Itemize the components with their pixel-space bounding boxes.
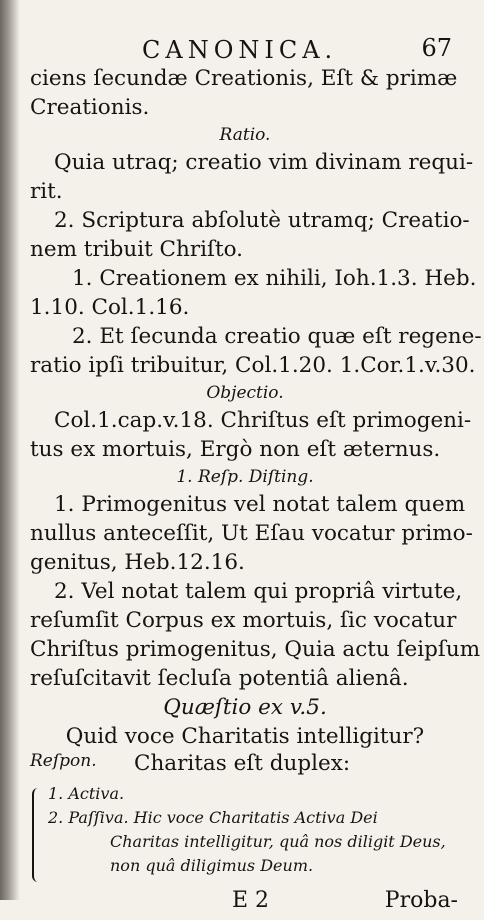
text-line: ciens ſecundæ Creationis, Eſt & primæ — [30, 66, 458, 91]
text-line: 2. Scriptura abſolutè utramq; Creatio- — [54, 208, 470, 233]
brace-list — [30, 782, 460, 878]
text-line: nem tribuit Chriſto. — [30, 237, 243, 262]
text-line: Col.1.cap.v.18. Chriſtus eſt primogeni- — [54, 408, 472, 433]
brace-item: 2. Paſſiva. Hic voce Charitatis Activa Dei — [48, 808, 378, 827]
curly-brace — [32, 788, 44, 882]
book-page — [30, 26, 482, 913]
text-line: 2. Vel notat talem qui propriâ virtute, — [54, 579, 463, 604]
brace-item: non quâ diligimus Deum. — [110, 856, 314, 875]
text-line: Creationis. — [30, 95, 150, 120]
text-line: Quia utraq; creatio vim divinam requi- — [54, 150, 474, 175]
text-line: reſumſit Corpus ex mortuis, ſic vocatur — [30, 608, 457, 633]
section-heading-quaestio: Quæſtio ex v.5. — [163, 695, 327, 720]
brace-item: 1. Activa. — [48, 784, 125, 803]
section-heading-objectio: Objectio. — [206, 383, 284, 403]
text-line: nullus anteceſſit, Ut Eſau vocatur primo- — [30, 521, 473, 546]
text-line: reſuſcitavit ſecluſa potentiâ alienâ. — [30, 666, 409, 691]
text-line: genitus, Heb.12.16. — [30, 550, 245, 575]
text-line: tus ex mortuis, Ergò non eſt æternus. — [30, 437, 441, 462]
brace-item: Charitas intelligitur, quâ nos diligit Deus, — [110, 832, 446, 851]
text-line: ratio ipſi tribuitur, Col.1.20. 1.Cor.1.v.30. — [30, 353, 476, 378]
text-line: 1. Primogenitus vel notat talem quem — [54, 492, 466, 517]
response-label: Reſpon. — [30, 751, 97, 771]
text-line: Chriſtus primogenitus, Quia actu ſeipſum — [30, 637, 481, 662]
response-text: Charitas eſt duplex: — [134, 751, 351, 776]
text-line: 1. Creationem ex nihili, Ioh.1.3. Heb. — [72, 266, 477, 291]
response-line — [30, 751, 460, 780]
section-heading-ratio: Ratio. — [219, 125, 271, 145]
page-number: 67 — [421, 34, 452, 62]
section-heading-response: 1. Reſp. Diſting. — [176, 467, 314, 487]
running-title: CANONICA. — [142, 36, 338, 64]
text-line: Quid voce Charitatis intelligitur? — [65, 724, 425, 749]
signature-mark: E 2 — [232, 888, 270, 913]
page-footer — [30, 888, 460, 920]
text-line: 1.10. Col.1.16. — [30, 295, 190, 320]
text-line: rit. — [30, 179, 63, 204]
catchword: Proba- — [384, 888, 458, 913]
book-gutter — [0, 0, 20, 900]
text-line: 2. Et ſecunda creatio quæ eſt regene- — [72, 324, 482, 349]
page-header — [30, 26, 460, 64]
